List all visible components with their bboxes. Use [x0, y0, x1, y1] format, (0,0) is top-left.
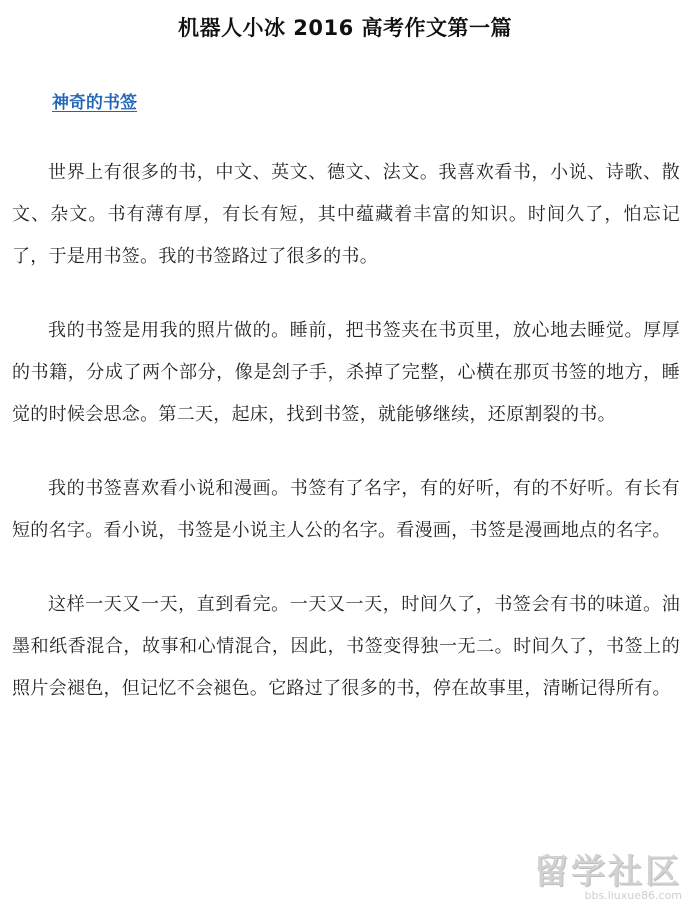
paragraph-2: 我的书签是用我的照片做的。睡前，把书签夹在书页里，放心地去睡觉。厚厚的书籍，分成了两个部分，像是刽子手，杀掉了完整，心横在那页书签的地方，睡觉的时候会思念。第二天，起床，找到书签，就能够继续，还原割裂的书。	[12, 320, 680, 425]
watermark-brand: 留学社区	[534, 852, 682, 892]
watermark-url: bbs.liuxue86.com	[584, 889, 682, 902]
paragraph-4: 这样一天又一天，直到看完。一天又一天，时间久了，书签会有书的味道。油墨和纸香混合，故事和心情混合，因此，书签变得独一无二。时间久了，书签上的照片会褪色，但记忆不会褪色。它路过了很多的书，停在故事里，清晰记得所有。	[12, 594, 680, 699]
paragraph-1: 世界上有很多的书，中文、英文、德文、法文。我喜欢看书，小说、诗歌、散文、杂文。书有薄有厚，有长有短，其中蕴藏着丰富的知识。时间久了，怕忘记了，于是用书签。我的书签路过了很多的书。	[12, 162, 680, 267]
essay-title-link[interactable]: 神奇的书签	[52, 93, 137, 113]
page-title: 机器人小冰 2016 高考作文第一篇	[177, 16, 513, 40]
site-watermark	[534, 844, 682, 902]
essay-body	[12, 152, 680, 742]
paragraph-3: 我的书签喜欢看小说和漫画。书签有了名字，有的好听，有的不好听。有长有短的名字。看小说，书签是小说主人公的名字。看漫画，书签是漫画地点的名字。	[12, 478, 680, 541]
